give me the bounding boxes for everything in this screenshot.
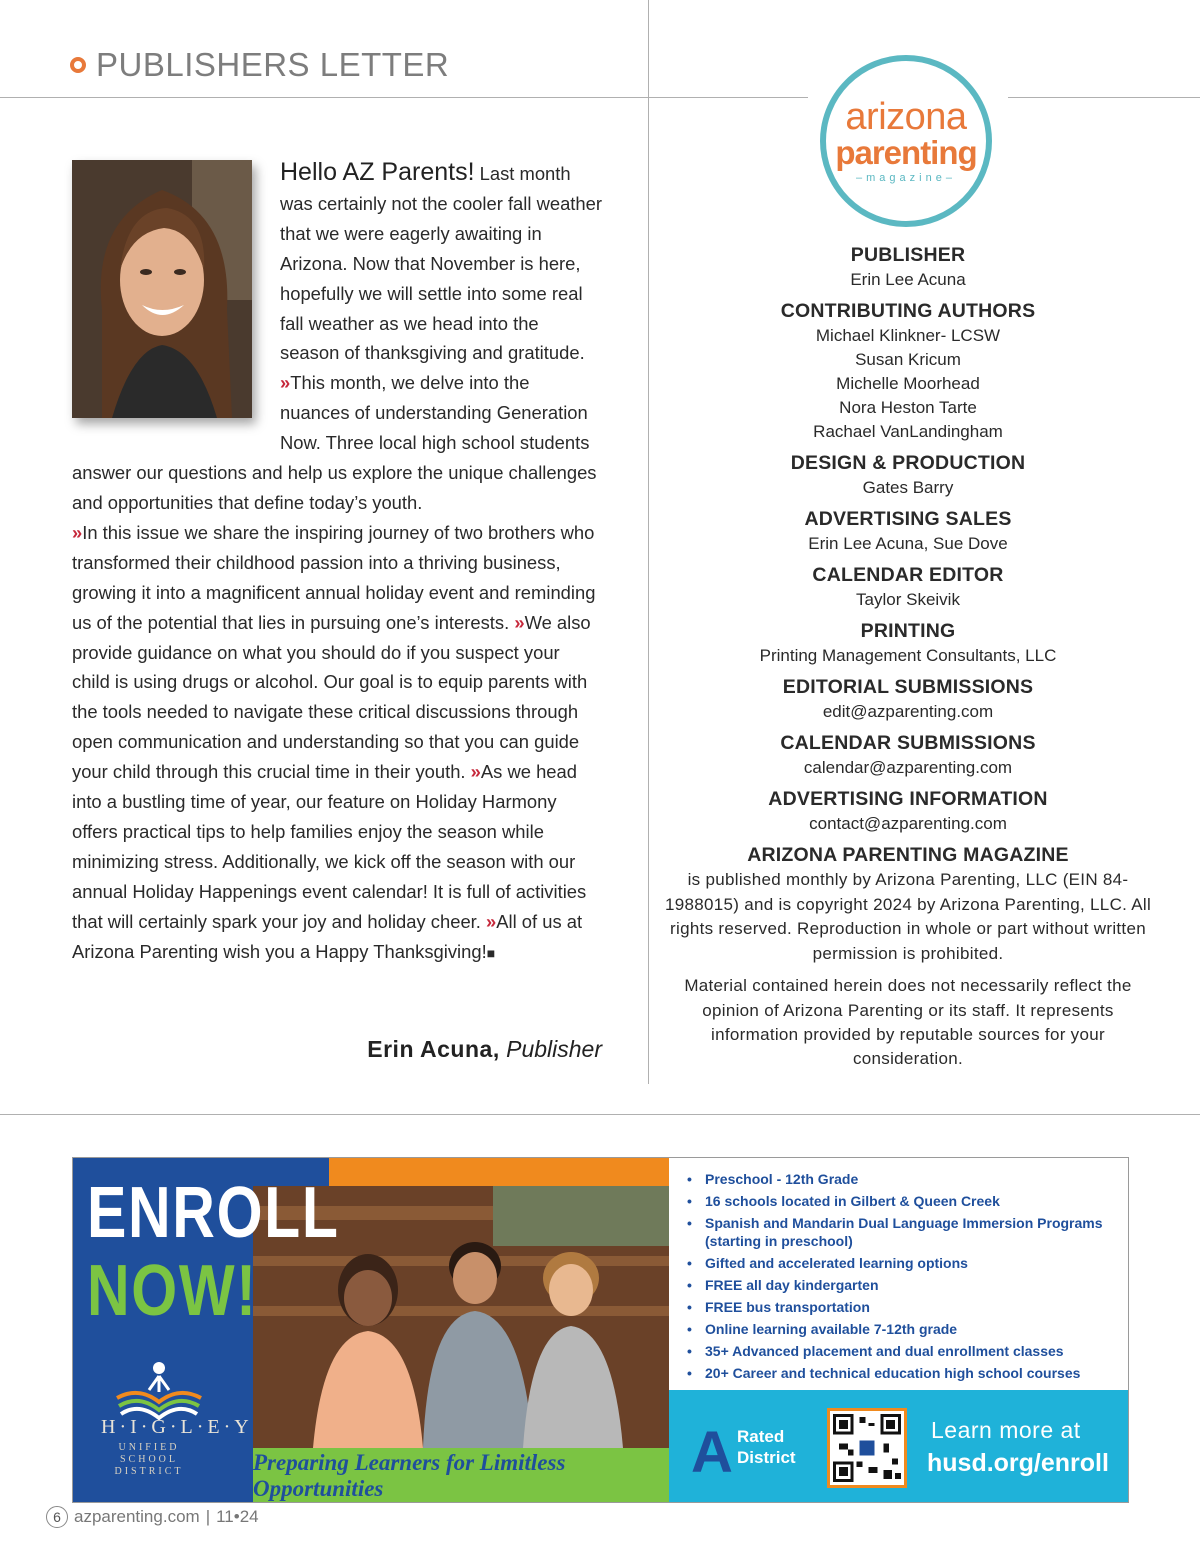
publisher-value: Erin Lee Acuna: [850, 270, 966, 289]
magazine-heading: ARIZONA PARENTING MAGAZINE: [747, 844, 1069, 866]
letter-greeting: Hello AZ Parents!: [280, 158, 475, 186]
section-divider-mark: »: [514, 611, 525, 633]
copyright-text: is published monthly by Arizona Parenting, LLC (EIN 84-1988015) and is copyright 2024 by Arizona Parenting, LLC. All rights reserved. Reproduction in whole or part without written permission is prohibited.: [664, 870, 1152, 963]
ad-left-panel: [73, 1158, 669, 1503]
footer-site: azparenting.com: [74, 1507, 200, 1526]
ad-orange-band: [329, 1158, 669, 1186]
contributor-name: Nora Heston Tarte: [839, 398, 977, 417]
calendar-email-link[interactable]: calendar@azparenting.com: [803, 758, 1013, 777]
disclaimer-text: Material contained herein does not necessarily reflect the opinion of Arizona Parenting or its staff. It represents information provided by reputable sources for your consideration.: [684, 976, 1132, 1068]
list-item: • 35+ Advanced placement and dual enrollment classes: [685, 1342, 1115, 1360]
publisher-letter: [72, 158, 602, 968]
logo-word-parenting: parenting: [835, 134, 977, 171]
column-divider: [648, 0, 649, 1084]
section-divider-mark: »: [280, 372, 291, 394]
printing-heading: PRINTING: [860, 620, 956, 642]
editorial-email-link[interactable]: edit@azparenting.com: [822, 702, 994, 721]
page-footer: [46, 1506, 259, 1528]
contributor-name: Susan Kricum: [855, 350, 961, 369]
top-rule-left: [0, 97, 808, 98]
calendar-editor-value: Taylor Skeivik: [856, 590, 960, 609]
bullet-ring-icon: [70, 57, 86, 73]
enroll-url-link[interactable]: husd.org/enroll: [927, 1449, 1109, 1477]
letter-paragraph-4: We also provide guidance on what you should do if you suspect your child is using drugs or alcohol. Our goal is to equip parents with the tools needed to navigate these critical discussions through open communication and understanding so that you can guide your child through this crucial time in their youth.: [72, 611, 591, 783]
section-title: PUBLISHERS LETTER: [96, 46, 450, 83]
list-item: • 16 schools located in Gilbert & Queen Creek: [685, 1192, 1115, 1210]
ad-sales-value: Erin Lee Acuna, Sue Dove: [808, 534, 1008, 553]
ad-separator-rule: [0, 1114, 1200, 1115]
ad-info-email-link[interactable]: contact@azparenting.com: [809, 814, 1007, 833]
ad-tagline: Preparing Learners for Limitless Opportunities: [253, 1450, 566, 1501]
letter-paragraph-1: Last month was certainly not the cooler fall weather that we were eagerly awaiting in Arizona. Now that November is here, hopefully we will settle into some real fall weather as we head into the season of thanksgiving and gratitude.: [280, 163, 602, 364]
publisher-heading: PUBLISHER: [850, 244, 966, 266]
letter-paragraph-3: In this issue we share the inspiring journey of two brothers who transformed their childhood passion into a thriving business, growing it into a magnificent annual holiday event and reminding us of the potential that lies in pursuing one’s interests.: [72, 521, 596, 633]
calendar-editor-heading: CALENDAR EDITOR: [812, 564, 1004, 586]
school-district-subtitle: UNIFIED SCHOOL DISTRICT: [114, 1442, 184, 1477]
top-rule-right: [1008, 97, 1200, 98]
signature: [367, 1036, 602, 1063]
section-divider-mark: »: [486, 910, 497, 932]
ad-headline-now: NOW!: [87, 1251, 258, 1331]
list-item: • Online learning available 7-12th grade: [685, 1320, 1115, 1338]
masthead: [664, 236, 1152, 1071]
arizona-parenting-logo: [820, 55, 992, 227]
list-item: • FREE bus transportation: [685, 1298, 1115, 1316]
list-item: • Spanish and Mandarin Dual Language Immersion Programs (starting in preschool): [685, 1214, 1115, 1250]
section-divider-mark: »: [470, 761, 481, 783]
school-district-name: H·I·G·L·E·Y: [101, 1416, 253, 1438]
photo-wrap-spacer: [72, 158, 280, 440]
a-rating-letter: A: [691, 1420, 733, 1485]
contributors-heading: CONTRIBUTING AUTHORS: [780, 300, 1036, 322]
page-number: 6: [46, 1506, 68, 1528]
signature-title: Publisher: [506, 1036, 602, 1062]
logo-word-arizona: arizona: [845, 96, 967, 138]
printing-value: Printing Management Consultants, LLC: [759, 646, 1057, 665]
section-divider-mark: »: [72, 521, 83, 543]
ad-headline-enroll: ENROLL: [87, 1173, 340, 1253]
calendar-submissions-heading: CALENDAR SUBMISSIONS: [780, 732, 1036, 754]
design-heading: DESIGN & PRODUCTION: [790, 452, 1026, 474]
ad-cta-panel: [669, 1390, 1129, 1503]
letter-paragraph-6: All of us at Arizona Parenting wish you a Happy Thanksgiving!: [72, 910, 583, 962]
tagline-bar: [253, 1448, 669, 1503]
list-item: • FREE all day kindergarten: [685, 1276, 1115, 1294]
rated-district-label: [737, 1426, 796, 1468]
letter-paragraph-2: This month, we delve into the nuances of understanding Generation Now. Three local high school students answer our questions and help us explore the unique challenges and opportunities that define today’s youth.: [72, 372, 597, 513]
ad-features-list: [685, 1170, 1115, 1386]
list-item: • Preschool - 12th Grade: [685, 1170, 1115, 1188]
higley-book-logo-icon: [109, 1358, 209, 1420]
letter-paragraph-5: As we head into a bustling time of year, our feature on Holiday Harmony offers practical tips to help families enjoy the season while minimizing stress. Additionally, we kick off the season with our annual Holiday Happenings event calendar! It is full of activities that will certainly spark your joy and holiday cheer.: [72, 761, 587, 932]
section-header: [70, 46, 449, 84]
ad-info-heading: ADVERTISING INFORMATION: [768, 788, 1048, 810]
qr-code-icon[interactable]: [827, 1408, 907, 1488]
rated-line-1: Rated: [737, 1427, 785, 1446]
signature-name: Erin Acuna,: [367, 1036, 500, 1062]
list-item: • 20+ Career and technical education high school courses: [685, 1364, 1115, 1382]
contributor-name: Michael Klinkner- LCSW: [815, 326, 1001, 345]
learn-more-label: Learn more at: [931, 1417, 1081, 1443]
contributor-name: Michelle Moorhead: [836, 374, 980, 393]
footer-separator: |: [205, 1507, 211, 1526]
higley-enroll-ad[interactable]: [72, 1157, 1129, 1503]
logo-word-magazine: –magazine–: [856, 172, 956, 184]
ad-sales-heading: ADVERTISING SALES: [804, 508, 1012, 530]
end-mark-icon: ■: [486, 944, 496, 961]
contributor-name: Rachael VanLandingham: [813, 422, 1003, 441]
editorial-heading: EDITORIAL SUBMISSIONS: [782, 676, 1034, 698]
list-item: • Gifted and accelerated learning options: [685, 1254, 1115, 1272]
footer-issue: 11•24: [216, 1507, 259, 1526]
rated-line-2: District: [737, 1448, 796, 1467]
design-value: Gates Barry: [862, 478, 954, 497]
